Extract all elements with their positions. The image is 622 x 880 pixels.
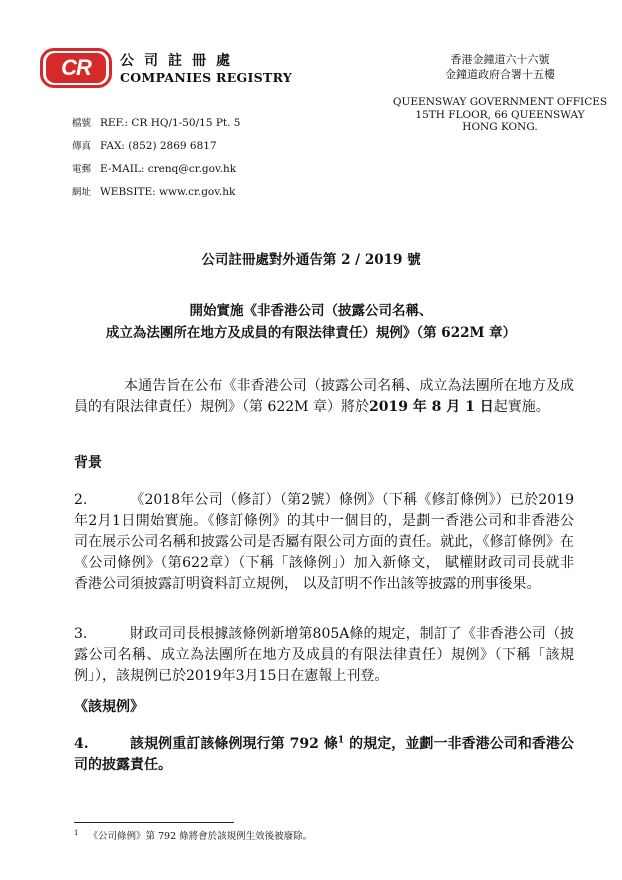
- address-en: [380, 96, 620, 134]
- intro-text: 本通告旨在公布《非香港公司（披露公司名稱、成立為法團所在地方及成員的有限法律責任）規例》（第 622M 章）將於: [74, 378, 574, 415]
- footnote-mark: 1: [74, 828, 79, 837]
- address-en-line: 15TH FLOOR, 66 QUEENSWAY: [415, 108, 585, 121]
- contact-label: 電郵: [72, 164, 92, 175]
- heading-background: 背景: [74, 455, 102, 471]
- paragraph-text: 該規例重訂該條例現行第 792 條: [130, 736, 338, 752]
- paragraph-number: 4.: [74, 736, 89, 752]
- paragraph-2: [74, 490, 574, 595]
- heading-regulation: 《該規例》: [74, 699, 144, 715]
- contact-fax: [72, 135, 240, 158]
- footnote-divider: [74, 822, 234, 823]
- intro-date: 2019 年 8 月 1 日: [368, 399, 494, 415]
- paragraph-text: 《2018年公司（修訂）（第2號）條例》（下稱《修訂條例》）已於2019年2月1日開始實施。《修訂條例》的其中一個目的，是劃一香港公司和非香港公司在展示公司名稱和披露公司是否屬有限公司方面的責任。就此，《修訂條例》在《公司條例》（第622章）（下稱「該條例」）加入新條文， 賦權財政司司長就非香港公司須披露訂明資料訂立規例， 以及訂明不作出該等披露的刑事後果。: [74, 492, 574, 592]
- cr-logo-text: CR: [46, 53, 106, 83]
- address-zh: [400, 52, 600, 82]
- address-zh-line: 金鐘道政府合署十五樓: [445, 68, 555, 81]
- subject-line-1: 開始實施《非香港公司（披露公司名稱、: [189, 303, 433, 319]
- paragraph-text: 財政司司長根據該條例新增第805A條的規定，制訂了《非香港公司（披露公司名稱、成立為法團所在地方及成員的有限法律責任）規例》（下稱「該規例」），該規例已於2019年3月15日在憲報上刊登。: [74, 626, 574, 684]
- contact-value: E-MAIL: crenq@cr.gov.hk: [100, 163, 237, 175]
- footnote: [74, 828, 312, 842]
- contact-value: FAX: (852) 2869 6817: [100, 140, 217, 152]
- circular-title: 公司註冊處對外通告第 2 / 2019 號: [201, 252, 421, 268]
- org-name-en: COMPANIES REGISTRY: [120, 70, 293, 85]
- footnote-reference: 1: [337, 735, 345, 746]
- cr-logo: [40, 48, 112, 88]
- paragraph-number: 3.: [74, 626, 88, 642]
- address-en-line: QUEENSWAY GOVERNMENT OFFICES: [392, 96, 608, 108]
- contact-label: 檔號: [72, 118, 92, 129]
- contact-ref: [72, 112, 240, 135]
- intro-paragraph: [74, 376, 574, 418]
- intro-tail: 起實施。: [493, 399, 550, 415]
- paragraph-number: 2.: [74, 492, 88, 508]
- contact-value: WEBSITE: www.cr.gov.hk: [100, 186, 236, 198]
- address-zh-line: 香港金鐘道六十六號: [450, 53, 550, 66]
- contact-label: 傳真: [72, 141, 92, 152]
- paragraph-4: [74, 734, 574, 776]
- subject-line-2: 成立為法團所在地方及成員的有限法律責任）規例》（第 622M 章）: [105, 325, 517, 341]
- contact-block: [72, 112, 240, 204]
- org-name-zh: 公司註冊處: [120, 53, 240, 69]
- subject-title: [0, 300, 622, 344]
- contact-email: [72, 158, 240, 181]
- address-en-line: HONG KONG.: [462, 121, 538, 133]
- footnote-text: 《公司條例》第 792 條將會於該規例生效後被廢除。: [88, 831, 313, 842]
- paragraph-3: [74, 624, 574, 687]
- contact-label: 網址: [72, 187, 92, 198]
- contact-value: REF.: CR HQ/1-50/15 Pt. 5: [100, 117, 241, 129]
- contact-website: [72, 181, 240, 204]
- paragraph-text-cont: 的規定，並劃一非香港公司和香港公司的披露責任。: [74, 736, 574, 773]
